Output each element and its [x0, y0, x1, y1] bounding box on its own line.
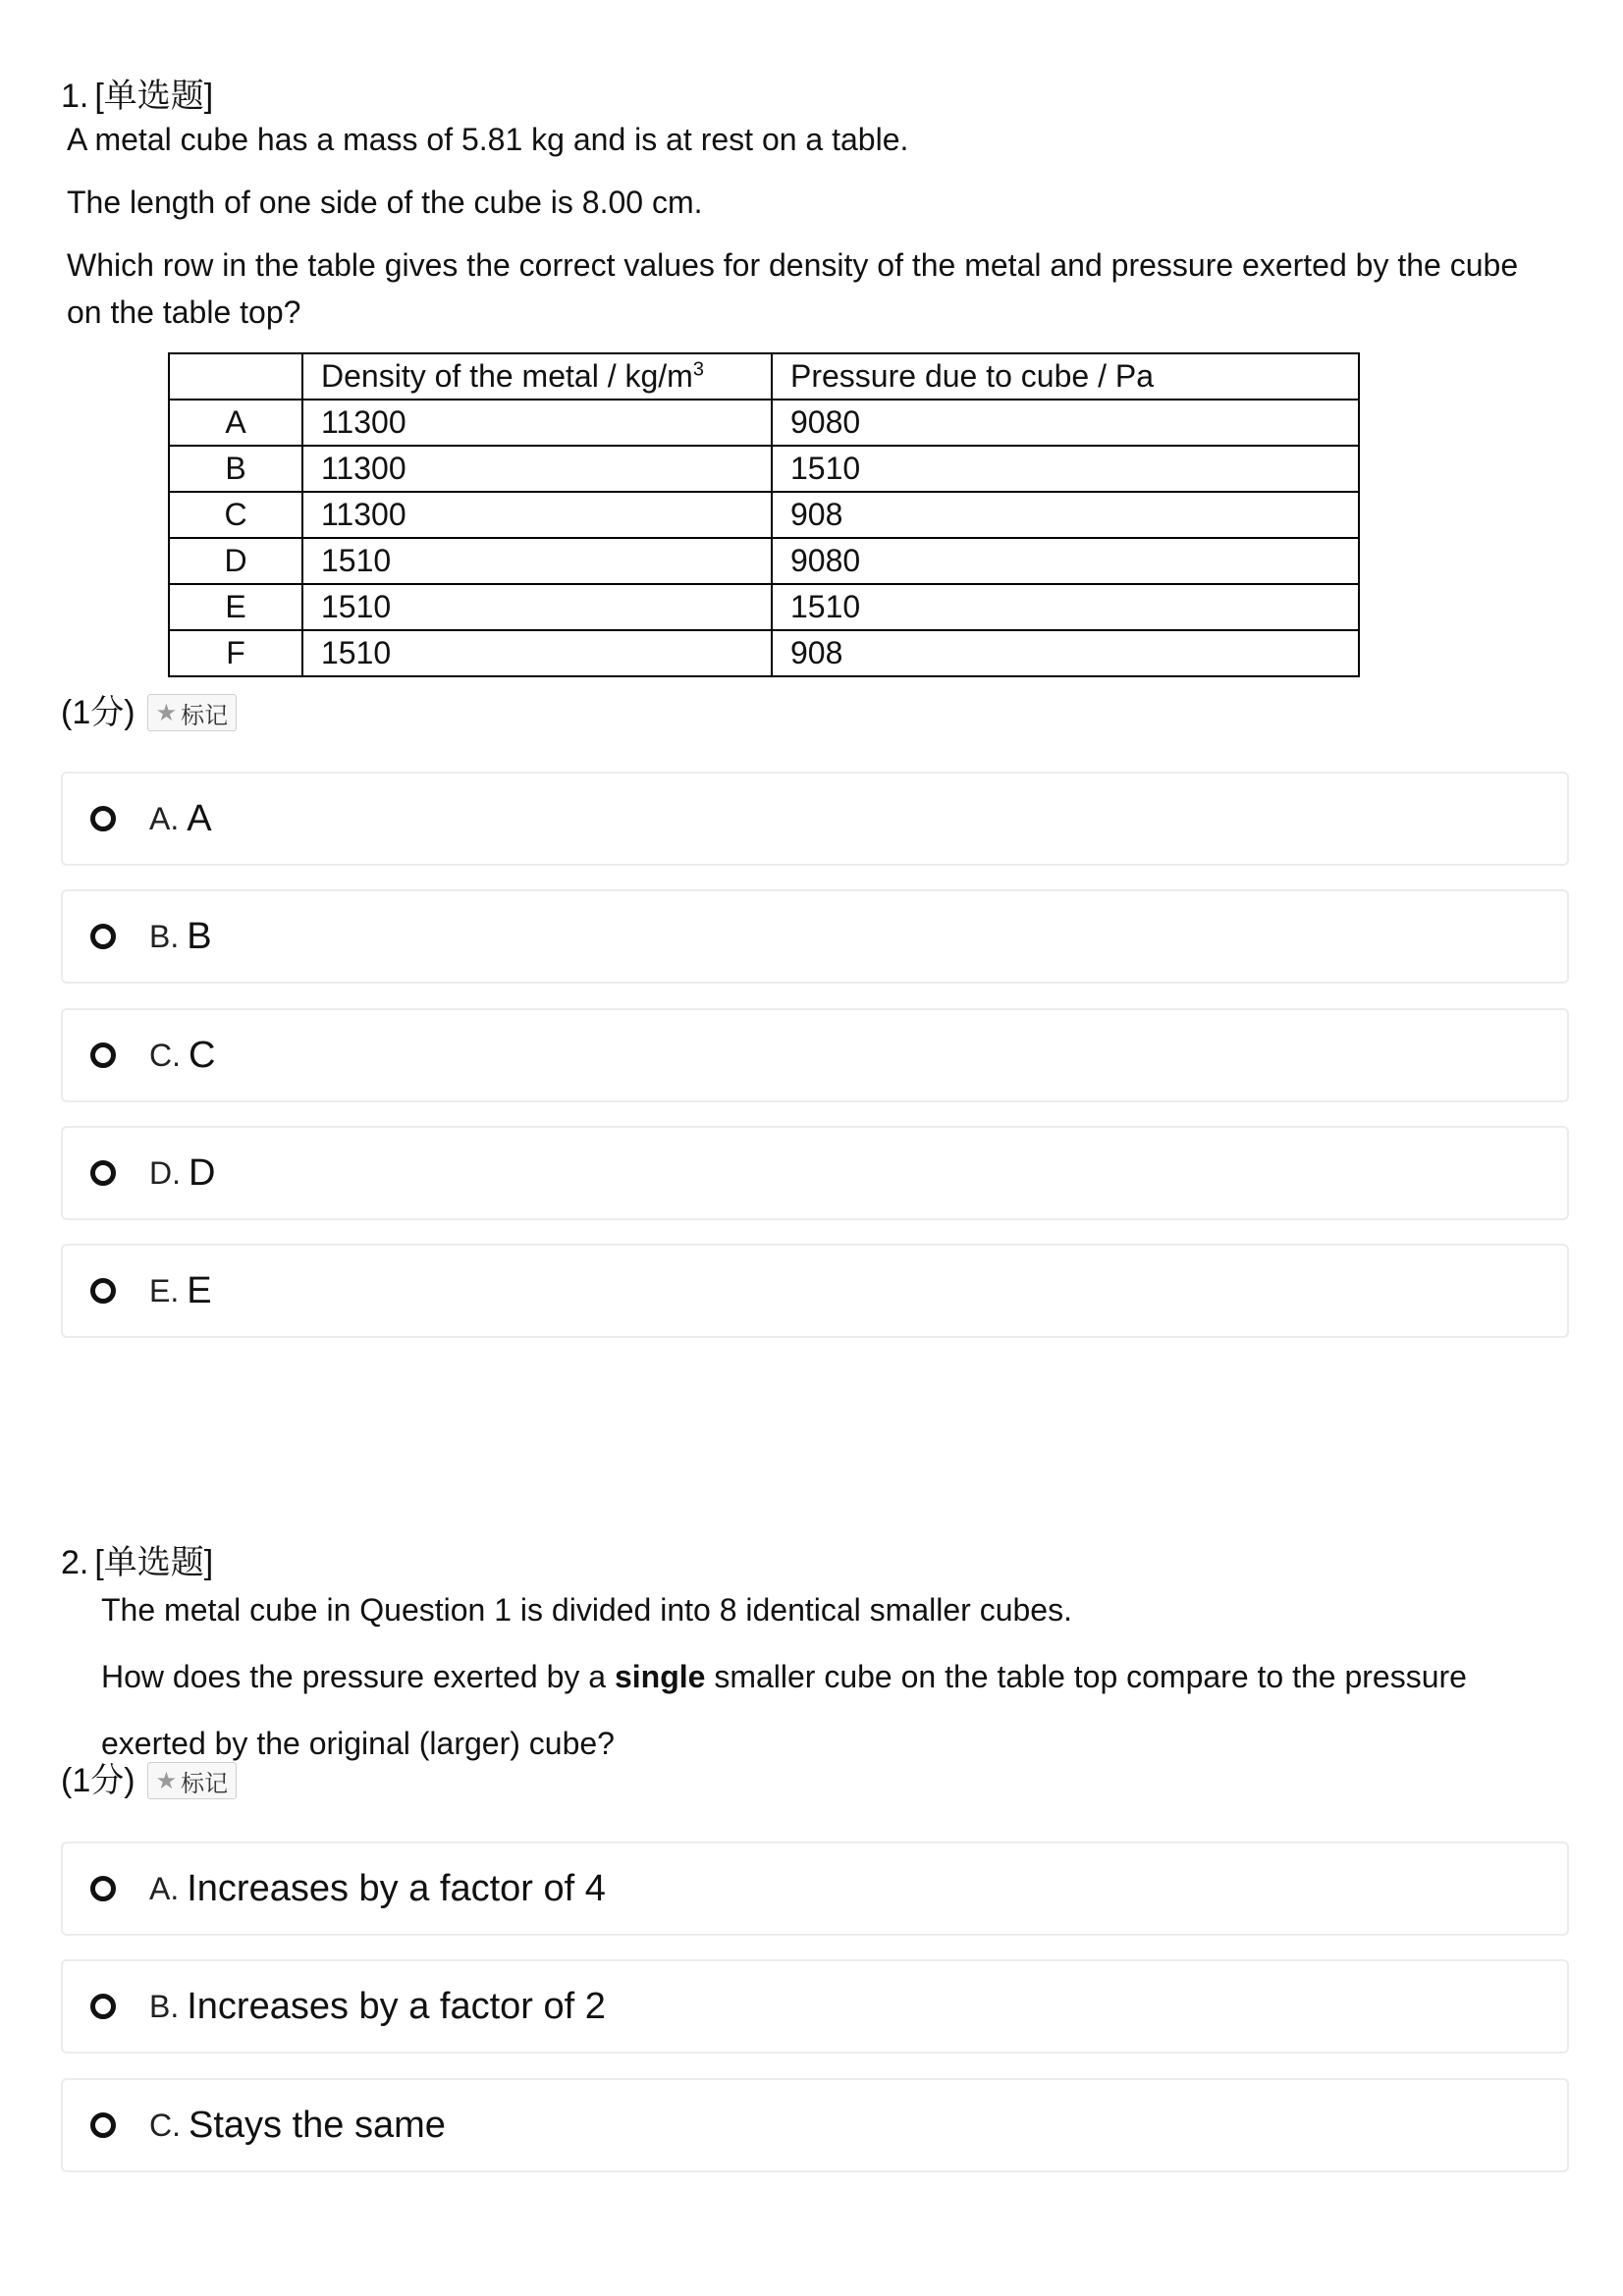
- option-text: Increases by a factor of 4: [187, 1867, 606, 1909]
- density-cell: 11300: [302, 400, 772, 446]
- table-row: [169, 584, 1359, 630]
- option-b[interactable]: [61, 1959, 1569, 2054]
- row-label: B: [169, 446, 302, 492]
- table-row: [169, 492, 1359, 538]
- option-c[interactable]: [61, 2078, 1569, 2172]
- radio-circle-icon[interactable]: [90, 1042, 116, 1068]
- radio-circle-icon[interactable]: [90, 1160, 116, 1186]
- stem-line: The length of one side of the cube is 8.00 cm.: [67, 185, 703, 220]
- option-letter: D.: [149, 1154, 181, 1191]
- table-header-row: [169, 353, 1359, 400]
- radio-circle-icon[interactable]: [90, 806, 116, 831]
- score-label: (1分): [61, 694, 135, 731]
- table-row: [169, 630, 1359, 676]
- mark-button-label: 标记: [181, 702, 229, 729]
- row-label: E: [169, 584, 302, 630]
- option-d[interactable]: [61, 1126, 1569, 1220]
- stem-line: Which row in the table gives the correct values for density of the metal and pressure exerted by the cube on the table top?: [67, 247, 1519, 330]
- option-e[interactable]: [61, 1244, 1569, 1338]
- row-label: A: [169, 400, 302, 446]
- stem-line: How does the pressure exerted by a single smaller cube on the table top compare to the pressure exerted by the original (larger) cube?: [101, 1659, 1467, 1761]
- pressure-cell: 908: [772, 492, 1359, 538]
- option-text: D: [189, 1151, 216, 1194]
- question-number: 1.: [61, 78, 89, 115]
- option-b[interactable]: [61, 889, 1569, 984]
- star-icon: ★: [155, 1767, 178, 1794]
- option-letter: A.: [149, 1870, 180, 1906]
- score-label: (1分): [61, 1762, 135, 1799]
- stem-line: The metal cube in Question 1 is divided into 8 identical smaller cubes.: [101, 1592, 1072, 1628]
- table-corner-cell: [169, 353, 302, 400]
- pressure-column-header: Pressure due to cube / Pa: [772, 353, 1359, 400]
- option-c[interactable]: [61, 1008, 1569, 1102]
- pressure-cell: 9080: [772, 400, 1359, 446]
- option-letter: B.: [149, 1988, 180, 2024]
- question-stem: [101, 1576, 1554, 1777]
- question-type: [单选题]: [94, 1544, 214, 1581]
- mark-button[interactable]: [147, 1762, 238, 1799]
- question-title: [61, 75, 213, 118]
- density-cell: 11300: [302, 446, 772, 492]
- option-text: B: [187, 915, 212, 957]
- star-icon: ★: [155, 699, 178, 726]
- mark-button[interactable]: [147, 694, 238, 731]
- option-letter: A.: [149, 800, 180, 836]
- option-a[interactable]: [61, 1842, 1569, 1936]
- radio-circle-icon[interactable]: [90, 1994, 116, 2019]
- pressure-cell: 1510: [772, 584, 1359, 630]
- option-letter: C.: [149, 1037, 181, 1073]
- pressure-cell: 908: [772, 630, 1359, 676]
- option-a[interactable]: [61, 772, 1569, 866]
- data-table: [168, 352, 1360, 677]
- radio-circle-icon[interactable]: [90, 1278, 116, 1304]
- option-text: A: [187, 797, 212, 839]
- radio-circle-icon[interactable]: [90, 924, 116, 949]
- density-column-header: Density of the metal / $kg/m^3$: [302, 353, 772, 400]
- table-row: [169, 400, 1359, 446]
- stem-line: A metal cube has a mass of 5.81 kg and is at rest on a table.: [67, 122, 909, 157]
- table-row: [169, 446, 1359, 492]
- option-letter: B.: [149, 918, 180, 954]
- radio-circle-icon[interactable]: [90, 2112, 116, 2138]
- mark-button-label: 标记: [181, 1770, 229, 1797]
- question-type: [单选题]: [94, 78, 214, 115]
- pressure-cell: 9080: [772, 538, 1359, 584]
- option-text: E: [187, 1269, 212, 1311]
- density-cell: 11300: [302, 492, 772, 538]
- option-text: Increases by a factor of 2: [187, 1985, 606, 2027]
- density-cell: 1510: [302, 630, 772, 676]
- question-stem: [67, 116, 1559, 336]
- option-letter: E.: [149, 1272, 180, 1308]
- score-row: [61, 1761, 237, 1800]
- row-label: D: [169, 538, 302, 584]
- score-row: [61, 693, 237, 732]
- question-number: 2.: [61, 1544, 89, 1581]
- row-label: C: [169, 492, 302, 538]
- option-text: Stays the same: [189, 2104, 446, 2146]
- density-cell: 1510: [302, 538, 772, 584]
- table-row: [169, 538, 1359, 584]
- density-cell: 1510: [302, 584, 772, 630]
- pressure-cell: 1510: [772, 446, 1359, 492]
- radio-circle-icon[interactable]: [90, 1876, 116, 1901]
- row-label: F: [169, 630, 302, 676]
- option-text: C: [189, 1034, 216, 1076]
- option-letter: C.: [149, 2107, 181, 2143]
